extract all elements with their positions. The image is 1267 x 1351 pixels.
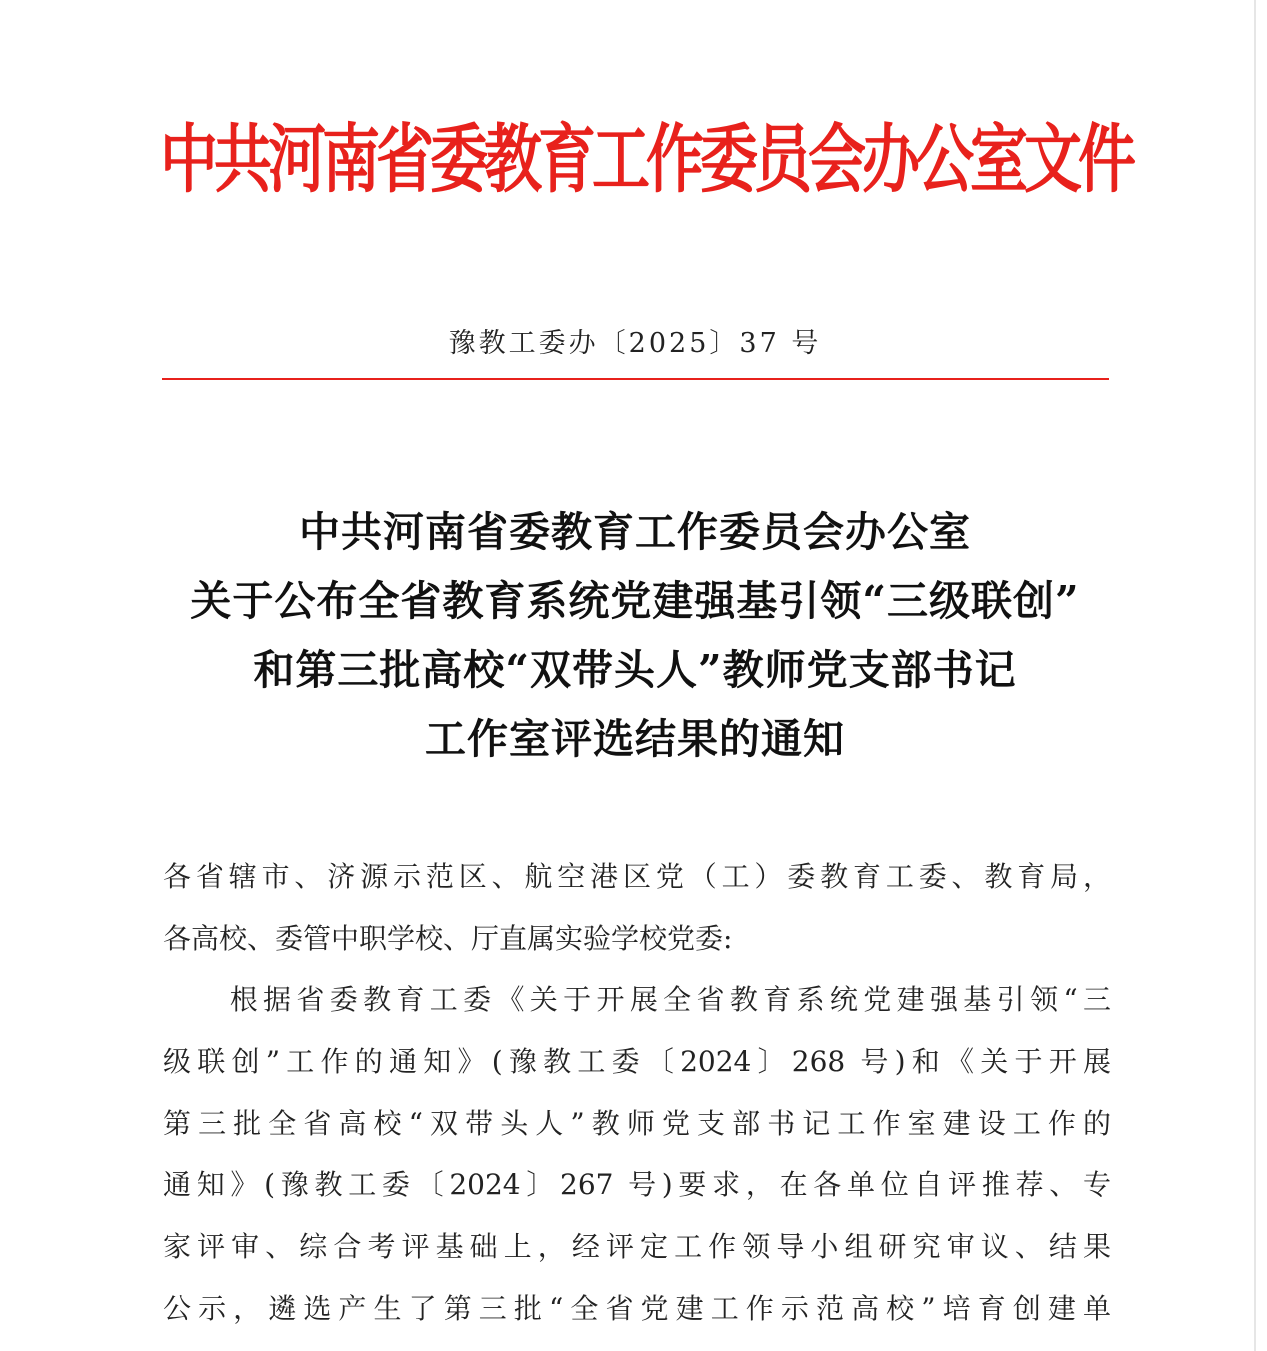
body-line: 公示，遴选产生了第三批“全省党建工作示范高校”培育创建单 xyxy=(163,1291,1111,1325)
title-line: 关于公布全省教育系统党建强基引领“三级联创” xyxy=(190,577,1080,625)
title-line: 中共河南省委教育工作委员会办公室 xyxy=(299,508,971,556)
document-number: 豫教工委办〔2025〕37 号 xyxy=(448,328,822,359)
title-line: 和第三批高校“双带头人”教师党支部书记 xyxy=(253,646,1017,694)
body-line: 第三批全省高校“双带头人”教师党支部书记工作室建设工作的 xyxy=(163,1106,1111,1140)
red-separator-line xyxy=(162,378,1109,380)
body-line: 通知》(豫教工委〔2024〕267 号)要求，在各单位自评推荐、专 xyxy=(163,1168,1111,1202)
body-line: 根据省委教育工委《关于开展全省教育系统党建强基引领“三 xyxy=(163,983,1111,1017)
document-body xyxy=(163,846,1111,1340)
body-line: 家评审、综合考评基础上，经评定工作领导小组研究审议、结果 xyxy=(163,1230,1111,1264)
body-line: 级联创”工作的通知》(豫教工委〔2024〕268 号)和《关于开展 xyxy=(163,1045,1111,1079)
addressee-line: 各高校、委管中职学校、厅直属实验学校党委: xyxy=(163,921,733,955)
addressee-line: 各省辖市、济源示范区、航空港区党（工）委教育工委、教育局， xyxy=(163,860,1111,893)
document-title xyxy=(155,498,1115,774)
page-edge-divider xyxy=(1254,0,1256,1351)
document-issuer-header: 中共河南省委教育工作委员会办公室文件 xyxy=(160,116,1133,204)
title-line: 工作室评选结果的通知 xyxy=(425,715,845,763)
